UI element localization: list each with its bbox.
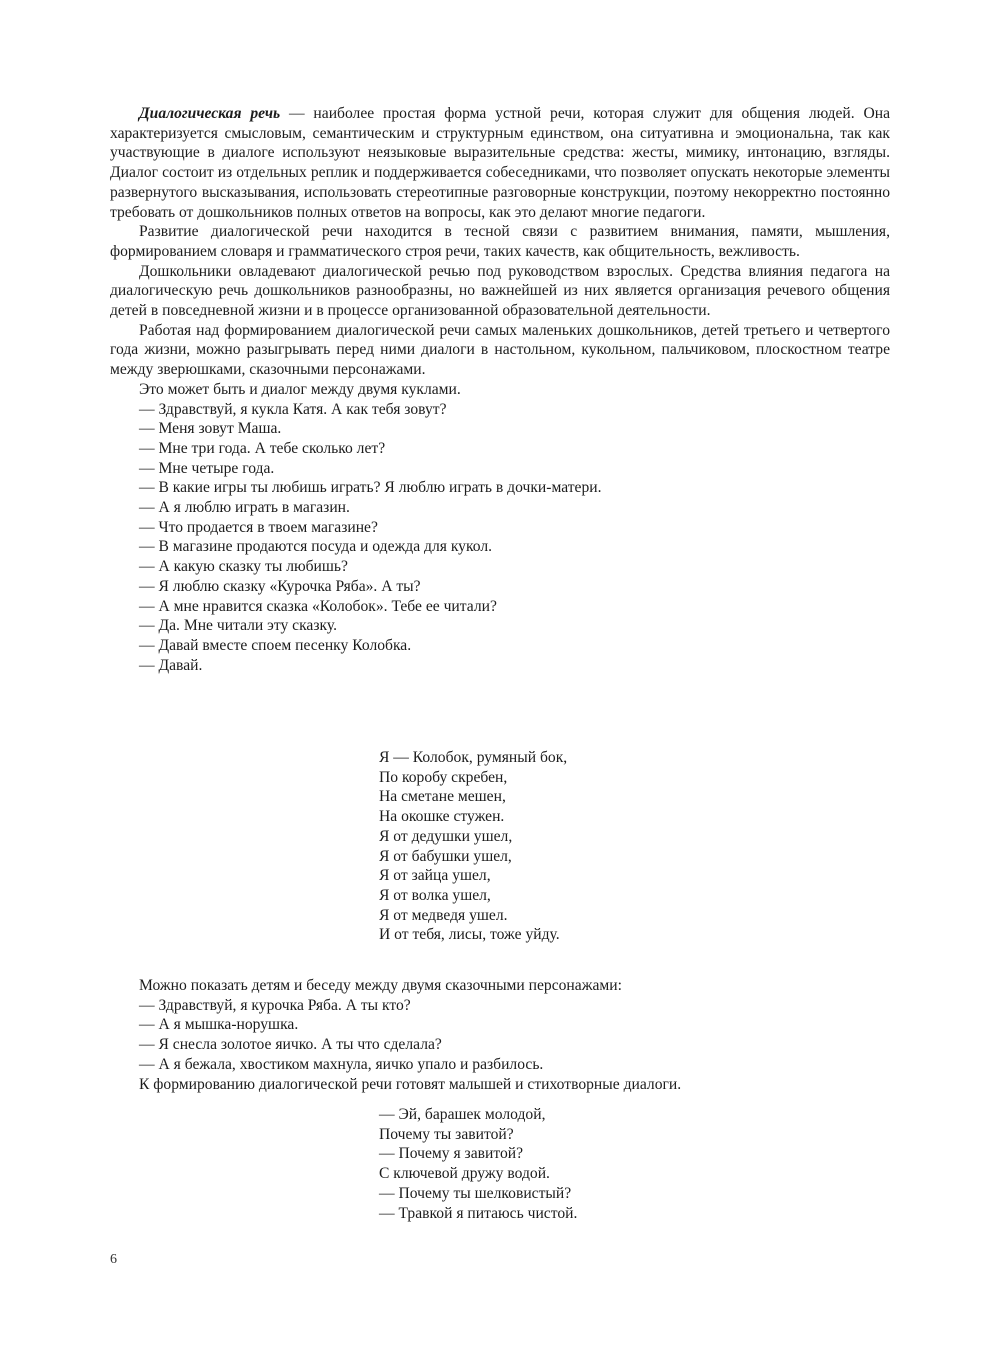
paragraph-1-text: — наиболее простая форма устной речи, которая служит для общения людей. Она характеризуется смысловым, семантическим и структурным единством, она ситуативна и эмоциональна, так как участвующие в диалоге используют неязыковые выразительные средства: жесты, мимику, интонацию, взгляды. Диалог состоит из отдельных реплик и поддерживается собеседниками, что позволяет опускать некоторые элементы развернутого высказывания, использовать стереотипные разговорные конструкции, поэтому некорректно постоянно требовать от дошкольников полных ответов на вопросы, как это делают многие педагоги. — [110, 105, 890, 221]
poem-line: И от тебя, лисы, тоже уйду. — [379, 926, 560, 944]
page-number: 6 — [110, 1252, 117, 1267]
dialogue-line: — А какую сказку ты любишь? — [139, 558, 348, 576]
poem-2-intro: К формированию диалогической речи готовят малышей и стихотворные диалоги. — [139, 1075, 682, 1093]
second-dialogue-section — [110, 976, 890, 1094]
poem-line: На окошке стужен. — [379, 808, 505, 826]
dialogue-line: — Здравствуй, я кукла Катя. А как тебя зовут? — [139, 400, 447, 418]
dialogue-line: — Я люблю сказку «Курочка Ряба». А ты? — [139, 577, 421, 595]
dialogue-line: — Мне три года. А тебе сколько лет? — [139, 439, 386, 457]
poem-line: Я от зайца ушел, — [379, 867, 491, 885]
dialogue-1-intro: Это может быть и диалог между двумя куклами. — [139, 380, 461, 398]
dialogue-line: — А я бежала, хвостиком махнула, яичко упало и разбилось. — [139, 1055, 544, 1073]
poem-line: Я от дедушки ушел, — [379, 827, 513, 845]
paragraph-4: Работая над формированием диалогической речи самых маленьких дошкольников, детей третьего и четвертого года жизни, можно разыгрывать перед ними диалоги в настольном, кукольном, пальчиковом, плоскостном театре между зверюшками, сказочными персонажами. — [110, 321, 890, 379]
defined-term: Диалогическая речь — [139, 105, 281, 122]
poem-line: На сметане мешен, — [379, 788, 506, 806]
poem-line: Я — Колобок, румяный бок, — [379, 749, 568, 766]
dialogue-line: — А я мышка-норушка. — [139, 1016, 299, 1034]
dialogue-line: — Здравствуй, я курочка Ряба. А ты кто? — [139, 996, 411, 1014]
paragraph-2: Развитие диалогической речи находится в тесной связи с развитием внимания, памяти, мышления, формированием словаря и грамматического строя речи, таких качеств, как общительность, вежливость. — [110, 223, 890, 260]
dialogue-line: — Что продается в твоем магазине? — [139, 518, 378, 536]
poem-line: По коробу скребен, — [379, 768, 508, 786]
dialogue-2 — [110, 996, 890, 1075]
poem-line: Я от волка ушел, — [379, 886, 491, 904]
dialogue-line: — В какие игры ты любишь играть? Я люблю играть в дочки-матери. — [139, 479, 602, 497]
poem-line: — Травкой я питаюсь чистой. — [379, 1204, 578, 1222]
poem-barashek — [379, 1105, 577, 1223]
dialogue-line: — В магазине продаются посуда и одежда для кукол. — [139, 538, 493, 556]
main-text-block — [110, 104, 890, 675]
dialogue-line: — А я люблю играть в магазин. — [139, 499, 350, 517]
dialogue-line: — А мне нравится сказка «Колобок». Тебе ее читали? — [139, 597, 497, 615]
poem-line: — Эй, барашек молодой, — [379, 1106, 546, 1123]
dialogue-line: — Меня зовут Маша. — [139, 420, 282, 438]
poem-line: Я от бабушки ушел, — [379, 847, 512, 865]
dialogue-line: — Давай вместе споем песенку Колобка. — [139, 636, 412, 654]
poem-line: Почему ты завитой? — [379, 1125, 514, 1143]
dialogue-line: — Давай. — [139, 656, 203, 674]
paragraph-1 — [110, 104, 890, 222]
paragraph-3: Дошкольники овладевают диалогической речью под руководством взрослых. Средства влияния педагога на диалогическую речь дошкольников разнообразны, но важнейшей из них является организация речевого общения детей в повседневной жизни и в процессе организованной образовательной деятельности. — [110, 262, 890, 320]
poem-line: — Почему ты шелковистый? — [379, 1184, 572, 1202]
poem-line: С ключевой дружу водой. — [379, 1165, 550, 1183]
dialogue-line: — Мне четыре года. — [139, 459, 275, 477]
dialogue-line: — Я снесла золотое яичко. А ты что сделала? — [139, 1036, 442, 1054]
poem-kolobok — [379, 748, 567, 945]
dialogue-2-intro: Можно показать детям и беседу между двумя сказочными персонажами: — [139, 977, 622, 994]
poem-line: Я от медведя ушел. — [379, 906, 508, 924]
poem-line: — Почему я завитой? — [379, 1145, 524, 1163]
dialogue-line: — Да. Мне читали эту сказку. — [139, 617, 337, 635]
dialogue-1 — [110, 400, 890, 676]
